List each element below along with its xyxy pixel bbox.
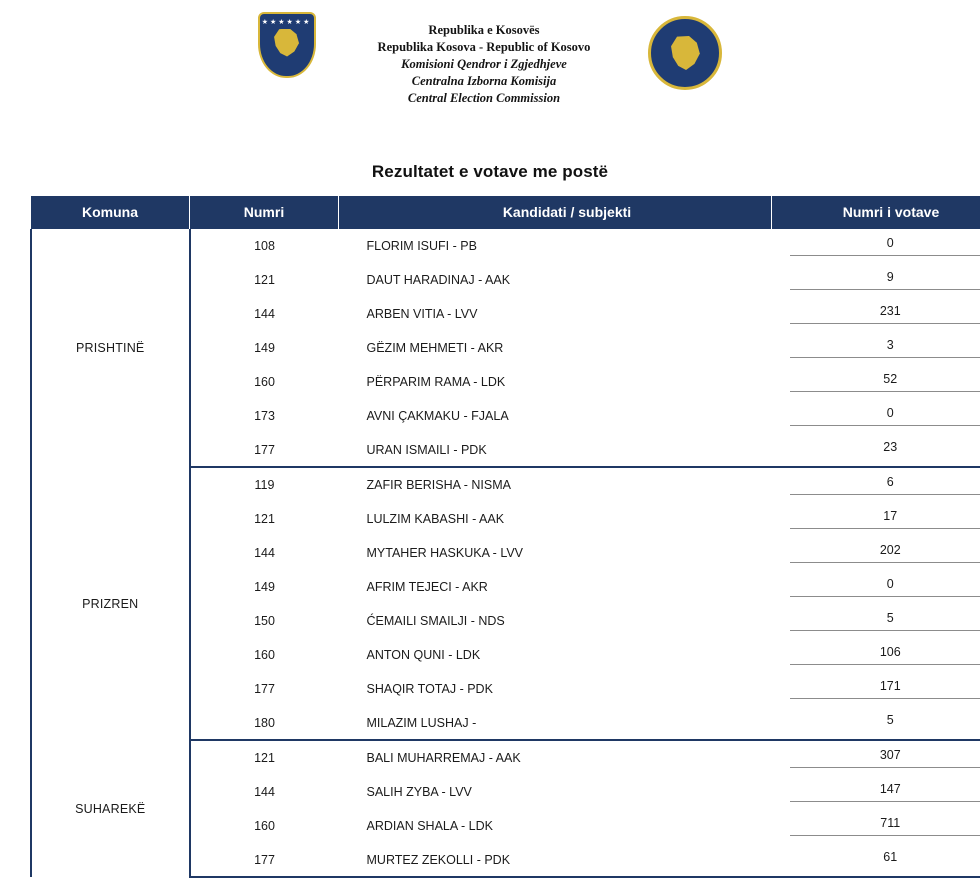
kandidati-cell: SHAQIR TOTAJ - PDK bbox=[339, 672, 772, 706]
institution-line-2: Republika Kosova - Republic of Kosovo bbox=[378, 39, 591, 56]
numri-cell: 149 bbox=[190, 570, 339, 604]
numri-cell: 177 bbox=[190, 433, 339, 467]
kandidati-cell: GËZIM MEHMETI - AKR bbox=[339, 331, 772, 365]
numri-cell: 180 bbox=[190, 706, 339, 740]
kandidati-cell: BALI MUHARREMAJ - AAK bbox=[339, 740, 772, 775]
votes-value: 171 bbox=[790, 679, 980, 699]
votes-value: 9 bbox=[790, 270, 980, 290]
votes-value: 147 bbox=[790, 782, 980, 802]
numri-cell: 108 bbox=[190, 229, 339, 263]
votes-cell bbox=[772, 263, 980, 297]
numri-cell: 149 bbox=[190, 331, 339, 365]
votes-value: 0 bbox=[790, 236, 980, 256]
votes-value: 23 bbox=[790, 440, 980, 459]
institution-heading bbox=[378, 12, 591, 106]
votes-value: 3 bbox=[790, 338, 980, 358]
votes-cell bbox=[772, 365, 980, 399]
column-header-numri: Numri bbox=[190, 196, 339, 229]
kosovo-coat-of-arms-icon: ★★★★★★ bbox=[258, 12, 320, 84]
kosovo-roundel-icon bbox=[648, 16, 722, 90]
votes-value: 106 bbox=[790, 645, 980, 665]
kandidati-cell: ARDIAN SHALA - LDK bbox=[339, 809, 772, 843]
votes-cell bbox=[772, 638, 980, 672]
votes-cell bbox=[772, 536, 980, 570]
column-header-numri-i-votave: Numri i votave bbox=[772, 196, 980, 229]
votes-cell bbox=[772, 331, 980, 365]
numri-cell: 160 bbox=[190, 638, 339, 672]
votes-value: 307 bbox=[790, 748, 980, 768]
votes-cell bbox=[772, 433, 980, 467]
numri-cell: 121 bbox=[190, 263, 339, 297]
numri-cell: 160 bbox=[190, 809, 339, 843]
votes-value: 17 bbox=[790, 509, 980, 529]
votes-cell bbox=[772, 297, 980, 331]
numri-cell: 121 bbox=[190, 740, 339, 775]
kandidati-cell: ĆEMAILI SMAILJI - NDS bbox=[339, 604, 772, 638]
votes-value: 6 bbox=[790, 475, 980, 495]
table-row bbox=[31, 229, 980, 263]
column-header-kandidati: Kandidati / subjekti bbox=[339, 196, 772, 229]
kandidati-cell: FLORIM ISUFI - PB bbox=[339, 229, 772, 263]
votes-value: 0 bbox=[790, 406, 980, 426]
votes-value: 5 bbox=[790, 611, 980, 631]
numri-cell: 177 bbox=[190, 672, 339, 706]
numri-cell: 144 bbox=[190, 536, 339, 570]
kandidati-cell: AVNI ÇAKMAKU - FJALA bbox=[339, 399, 772, 433]
votes-value: 231 bbox=[790, 304, 980, 324]
results-table-container bbox=[0, 196, 980, 878]
numri-cell: 173 bbox=[190, 399, 339, 433]
page-title: Rezultatet e votave me postë bbox=[0, 162, 980, 182]
numri-cell: 150 bbox=[190, 604, 339, 638]
votes-value: 5 bbox=[790, 713, 980, 732]
kandidati-cell: MYTAHER HASKUKA - LVV bbox=[339, 536, 772, 570]
document-masthead bbox=[0, 0, 980, 110]
numri-cell: 160 bbox=[190, 365, 339, 399]
votes-cell bbox=[772, 570, 980, 604]
institution-line-1: Republika e Kosovës bbox=[378, 22, 591, 39]
institution-line-3: Komisioni Qendror i Zgjedhjeve bbox=[378, 56, 591, 73]
votes-value: 202 bbox=[790, 543, 980, 563]
votes-cell bbox=[772, 502, 980, 536]
kandidati-cell: AFRIM TEJECI - AKR bbox=[339, 570, 772, 604]
kandidati-cell: PËRPARIM RAMA - LDK bbox=[339, 365, 772, 399]
table-row bbox=[31, 467, 980, 502]
kandidati-cell: LULZIM KABASHI - AAK bbox=[339, 502, 772, 536]
komuna-cell: PRISHTINË bbox=[31, 229, 190, 467]
kandidati-cell: URAN ISMAILI - PDK bbox=[339, 433, 772, 467]
votes-cell bbox=[772, 809, 980, 843]
numri-cell: 177 bbox=[190, 843, 339, 877]
table-header-row bbox=[31, 196, 980, 229]
votes-cell bbox=[772, 604, 980, 638]
kandidati-cell: SALIH ZYBA - LVV bbox=[339, 775, 772, 809]
kandidati-cell: ANTON QUNI - LDK bbox=[339, 638, 772, 672]
institution-line-4: Centralna Izborna Komisija bbox=[378, 73, 591, 90]
results-table bbox=[30, 196, 980, 878]
numri-cell: 119 bbox=[190, 467, 339, 502]
kandidati-cell: ARBEN VITIA - LVV bbox=[339, 297, 772, 331]
komuna-cell: SUHAREKË bbox=[31, 740, 190, 877]
votes-value: 52 bbox=[790, 372, 980, 392]
institution-line-5: Central Election Commission bbox=[378, 90, 591, 107]
numri-cell: 144 bbox=[190, 297, 339, 331]
table-row bbox=[31, 740, 980, 775]
votes-cell bbox=[772, 775, 980, 809]
votes-value: 61 bbox=[790, 850, 980, 869]
numri-cell: 121 bbox=[190, 502, 339, 536]
votes-cell bbox=[772, 706, 980, 740]
votes-cell bbox=[772, 672, 980, 706]
table-header bbox=[31, 196, 980, 229]
kandidati-cell: MURTEZ ZEKOLLI - PDK bbox=[339, 843, 772, 877]
kandidati-cell: MILAZIM LUSHAJ - bbox=[339, 706, 772, 740]
votes-value: 0 bbox=[790, 577, 980, 597]
votes-cell bbox=[772, 399, 980, 433]
votes-cell bbox=[772, 740, 980, 775]
votes-cell bbox=[772, 467, 980, 502]
column-header-komuna: Komuna bbox=[31, 196, 190, 229]
komuna-cell: PRIZREN bbox=[31, 467, 190, 740]
numri-cell: 144 bbox=[190, 775, 339, 809]
votes-cell bbox=[772, 229, 980, 263]
kandidati-cell: ZAFIR BERISHA - NISMA bbox=[339, 467, 772, 502]
table-body bbox=[31, 229, 980, 877]
kandidati-cell: DAUT HARADINAJ - AAK bbox=[339, 263, 772, 297]
votes-value: 711 bbox=[790, 816, 980, 836]
votes-cell bbox=[772, 843, 980, 877]
